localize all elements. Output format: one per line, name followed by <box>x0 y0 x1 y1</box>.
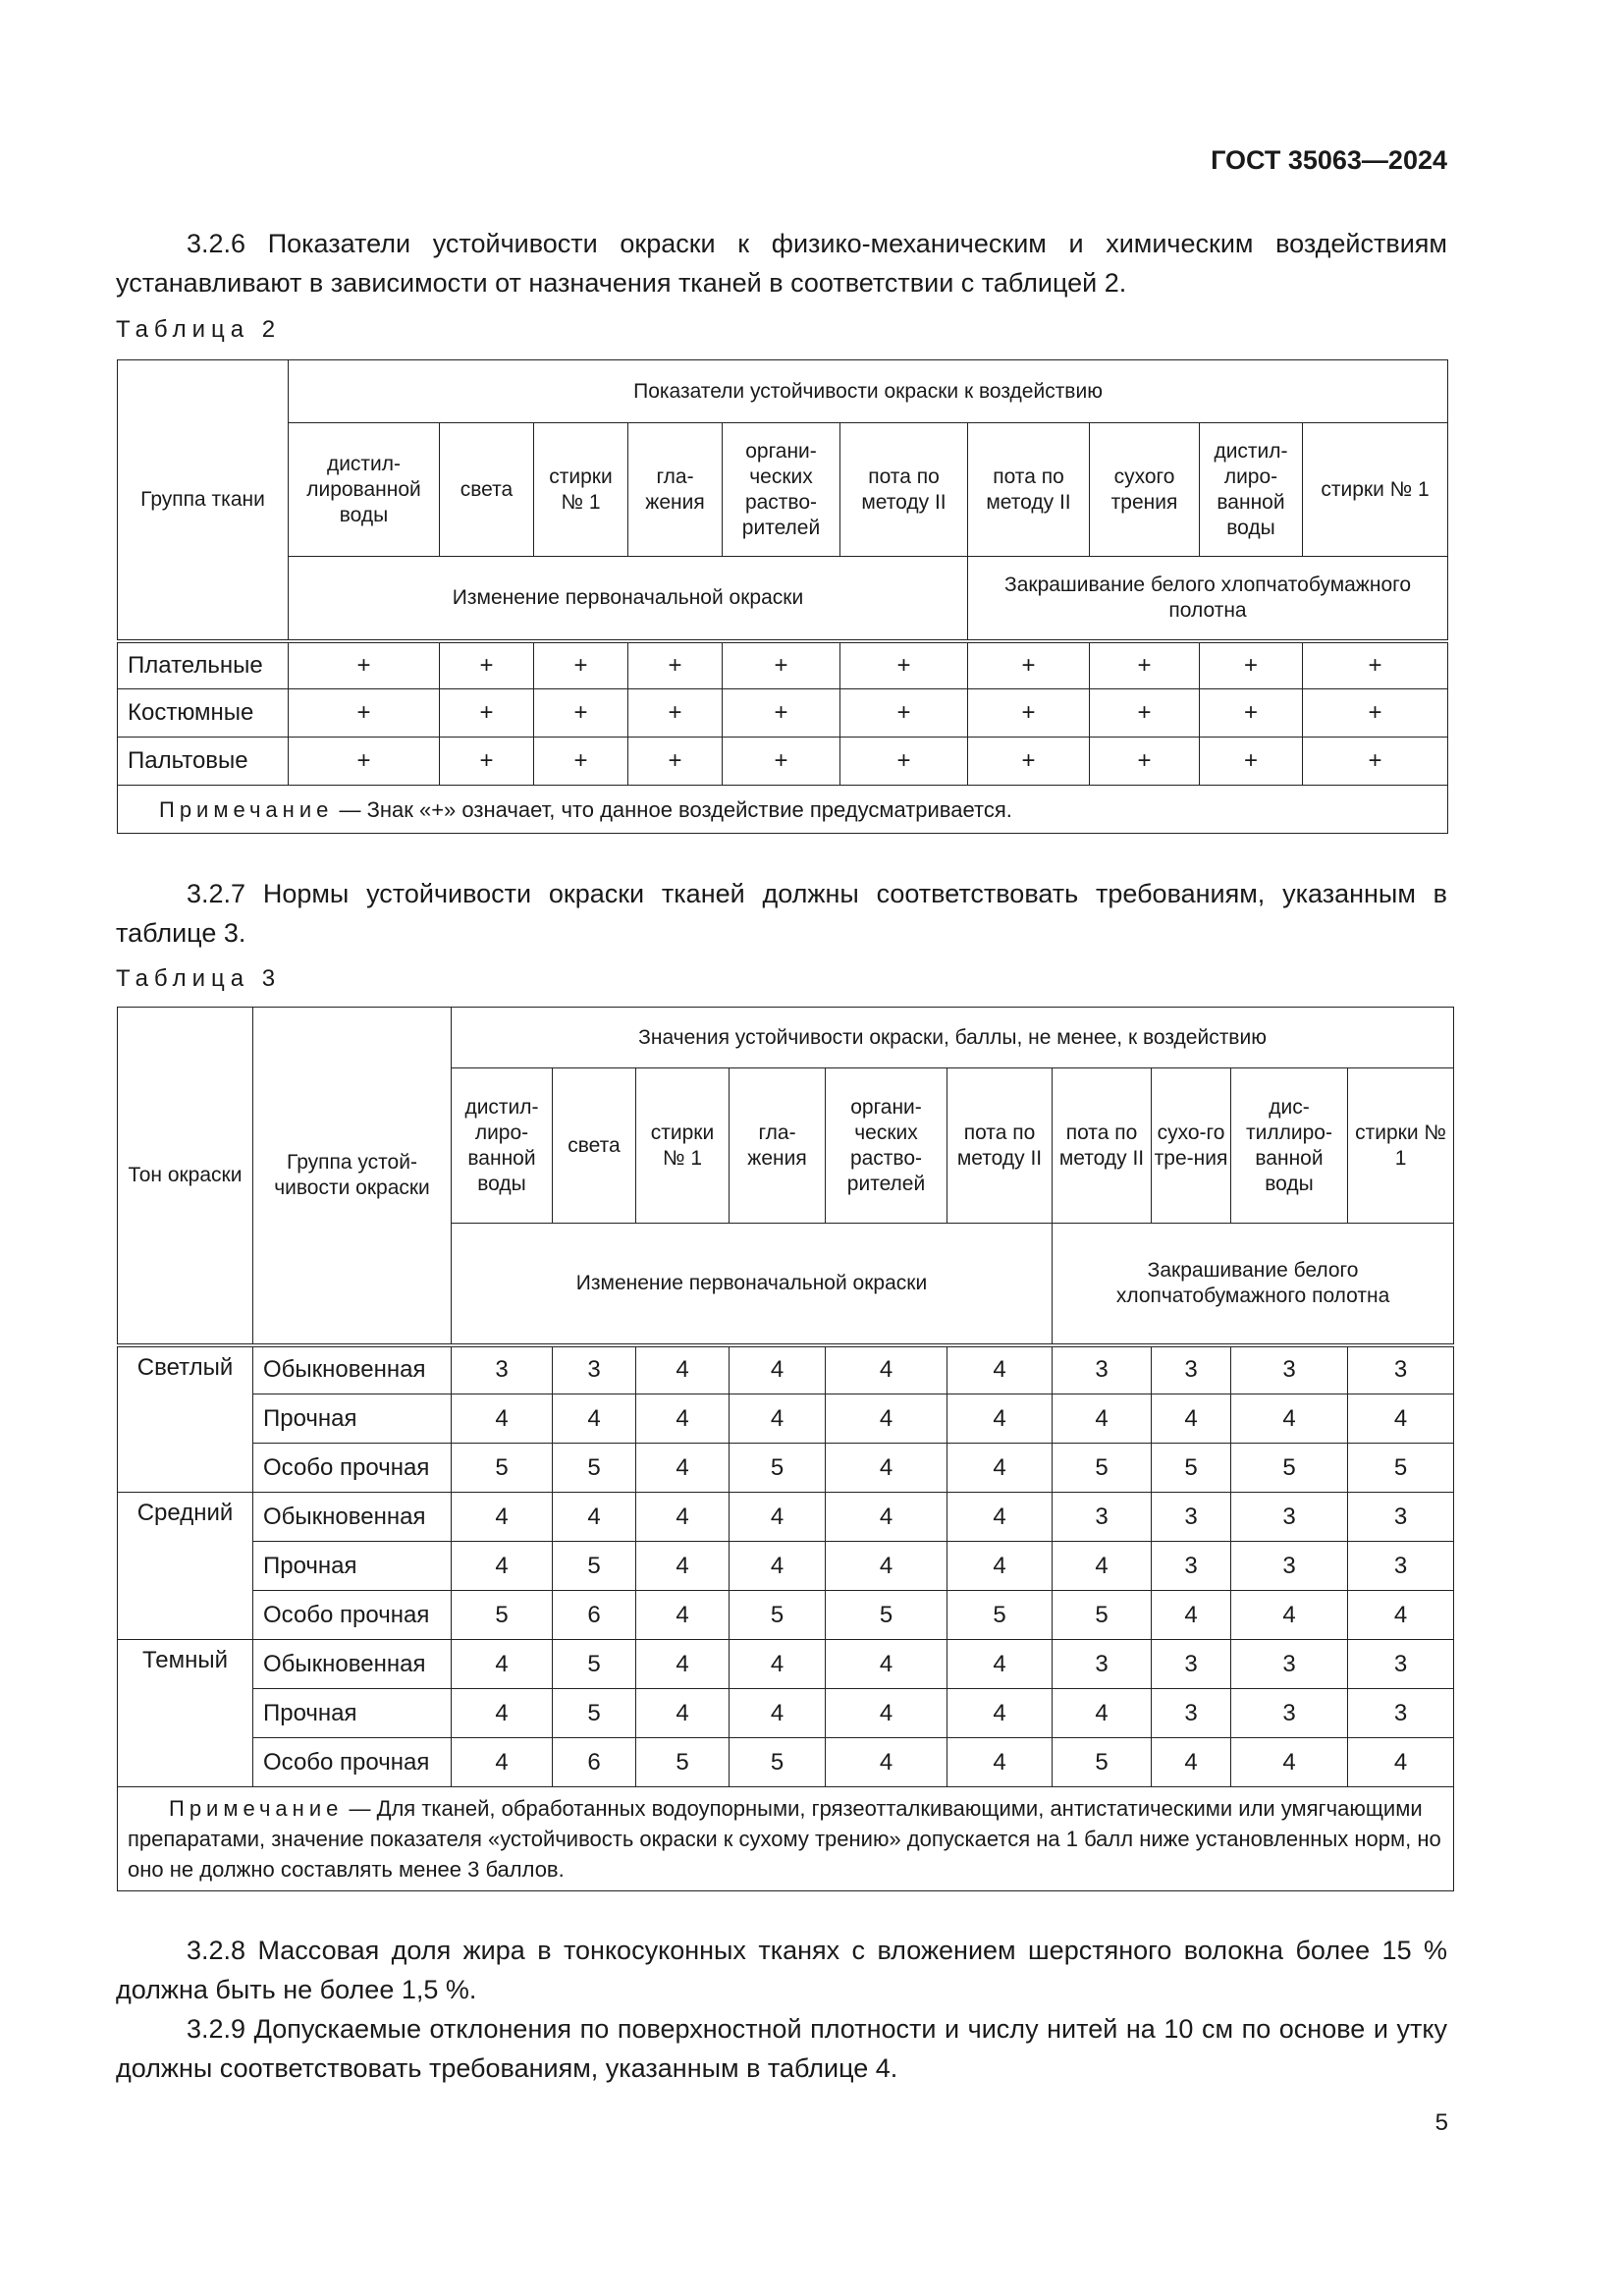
table-cell: 5 <box>452 1591 553 1640</box>
tone-label: Светлый <box>118 1345 253 1493</box>
table-row <box>118 1738 1454 1787</box>
table-cell: 3 <box>1152 1640 1231 1689</box>
table-cell: 5 <box>553 1689 636 1738</box>
table-cell: + <box>1303 641 1448 689</box>
table-cell: + <box>723 689 840 738</box>
table-2 <box>117 359 1448 834</box>
table-cell: 5 <box>1053 1738 1152 1787</box>
table-cell: 4 <box>452 1689 553 1738</box>
table-cell: 5 <box>1152 1444 1231 1493</box>
table-cell: 3 <box>1348 1493 1454 1542</box>
table-cell: 4 <box>636 1394 730 1444</box>
table-row <box>118 1689 1454 1738</box>
table-cell: + <box>628 689 723 738</box>
table-row <box>118 1640 1454 1689</box>
table-cell: 5 <box>1348 1444 1454 1493</box>
table-cell: 5 <box>1231 1444 1348 1493</box>
table-3-column-header: гла-жения <box>730 1068 826 1224</box>
note-body <box>128 1796 1441 1882</box>
table-cell: 4 <box>730 1542 826 1591</box>
row-label: Прочная <box>253 1689 452 1738</box>
table-cell: + <box>534 738 628 786</box>
table-row <box>118 1591 1454 1640</box>
table-cell: 3 <box>1152 1493 1231 1542</box>
table-cell: 4 <box>947 1345 1053 1394</box>
table-cell: 4 <box>947 1394 1053 1444</box>
table-cell: 4 <box>1053 1689 1152 1738</box>
table-cell: 5 <box>947 1591 1053 1640</box>
table-cell: 4 <box>826 1542 947 1591</box>
table-3-column-header: дис-тиллиро-ванной воды <box>1231 1068 1348 1224</box>
table-cell: + <box>1090 689 1200 738</box>
table-cell: 4 <box>826 1394 947 1444</box>
table-cell: + <box>1200 641 1303 689</box>
table-cell: 4 <box>452 1493 553 1542</box>
table-3-stain-group: Закрашивание белого хлопчатобумажного полотна <box>1053 1224 1454 1345</box>
table-cell: 3 <box>1348 1640 1454 1689</box>
table-cell: 4 <box>1053 1394 1152 1444</box>
table-cell: 4 <box>452 1394 553 1444</box>
table-cell: 4 <box>1348 1394 1454 1444</box>
table-cell: + <box>440 641 534 689</box>
table-cell: 4 <box>947 1493 1053 1542</box>
table-cell: 3 <box>1348 1345 1454 1394</box>
note-label: Примечание <box>159 796 334 822</box>
table-cell: 5 <box>636 1738 730 1787</box>
table-cell: 3 <box>1231 1493 1348 1542</box>
table-3-column-header: пота по методу II <box>947 1068 1053 1224</box>
table-2-column-header: пота по методу II <box>840 423 968 557</box>
table-3-top-header: Значения устойчивости окраски, баллы, не менее, к воздействию <box>452 1008 1454 1068</box>
table-cell: 4 <box>826 1345 947 1394</box>
table-cell: 5 <box>1053 1444 1152 1493</box>
table-cell: 4 <box>452 1738 553 1787</box>
note-text: — Знак «+» означает, что данное воздействие предусматривается. <box>333 796 1012 822</box>
table-cell: 4 <box>636 1640 730 1689</box>
table-3-note <box>118 1787 1454 1891</box>
table-2-column-header: гла-жения <box>628 423 723 557</box>
table-2-note-row <box>118 786 1448 834</box>
table-cell: 5 <box>553 1444 636 1493</box>
table-cell: 4 <box>636 1542 730 1591</box>
table-cell: + <box>1090 641 1200 689</box>
table-cell: 3 <box>1231 1542 1348 1591</box>
table-3-header-row <box>118 1008 1454 1068</box>
table-cell: 3 <box>1348 1542 1454 1591</box>
standard-code: ГОСТ 35063—2024 <box>1211 145 1447 175</box>
table-cell: 4 <box>1053 1542 1152 1591</box>
table-cell: 4 <box>1231 1591 1348 1640</box>
table-2-group-header: Группа ткани <box>118 360 289 641</box>
table-row <box>118 1345 1454 1394</box>
table-row <box>118 738 1448 786</box>
table-cell: 3 <box>1348 1689 1454 1738</box>
table-cell: 4 <box>826 1738 947 1787</box>
table-row <box>118 689 1448 738</box>
table-2-column-header: стирки № 1 <box>534 423 628 557</box>
row-label: Костюмные <box>118 689 289 738</box>
table-cell: 4 <box>730 1345 826 1394</box>
row-label: Особо прочная <box>253 1591 452 1640</box>
table-cell: 4 <box>826 1640 947 1689</box>
row-label: Пальтовые <box>118 738 289 786</box>
table-2-column-header: органи-ческих раство-рителей <box>723 423 840 557</box>
table-cell: + <box>840 738 968 786</box>
table-3-tone-header: Тон окраски <box>118 1008 253 1345</box>
table-cell: 4 <box>1152 1591 1231 1640</box>
note-label: Примечание <box>169 1796 344 1821</box>
table-2-column-header: пота по методу II <box>968 423 1090 557</box>
table-2-column-header: стирки № 1 <box>1303 423 1448 557</box>
table-cell: 5 <box>553 1542 636 1591</box>
table-2-stain-group: Закрашивание белого хлопчатобумажного полотна <box>968 557 1448 641</box>
table-row <box>118 1444 1454 1493</box>
table-cell: 4 <box>553 1394 636 1444</box>
table-cell: + <box>723 641 840 689</box>
table-cell: 6 <box>553 1738 636 1787</box>
table-cell: + <box>289 738 440 786</box>
table-cell: + <box>289 641 440 689</box>
table-cell: 4 <box>826 1689 947 1738</box>
tone-label: Средний <box>118 1493 253 1640</box>
table-cell: 5 <box>452 1444 553 1493</box>
table-cell: 3 <box>1152 1542 1231 1591</box>
table-3-column-header: органи-ческих раство-рителей <box>826 1068 947 1224</box>
table-2-column-header: сухого трения <box>1090 423 1200 557</box>
table-3-column-header: дистил-лиро-ванной воды <box>452 1068 553 1224</box>
table-row <box>118 1493 1454 1542</box>
table-cell: + <box>628 738 723 786</box>
table-cell: 3 <box>452 1345 553 1394</box>
table-cell: 4 <box>947 1640 1053 1689</box>
table-cell: + <box>534 641 628 689</box>
table-cell: + <box>840 689 968 738</box>
table-2-columns-row <box>118 423 1448 557</box>
table-2-top-header: Показатели устойчивости окраски к воздействию <box>289 360 1448 423</box>
table-cell: 4 <box>1231 1394 1348 1444</box>
table-2-column-header: света <box>440 423 534 557</box>
table-cell: 4 <box>1348 1738 1454 1787</box>
table-row <box>118 1394 1454 1444</box>
table-cell: 4 <box>947 1444 1053 1493</box>
row-label: Обыкновенная <box>253 1640 452 1689</box>
table-2-note <box>118 786 1448 834</box>
table-cell: 4 <box>730 1689 826 1738</box>
table-cell: 5 <box>826 1591 947 1640</box>
table-cell: 3 <box>1231 1345 1348 1394</box>
table-cell: 5 <box>730 1738 826 1787</box>
row-label: Плательные <box>118 641 289 689</box>
table-cell: + <box>440 738 534 786</box>
note-text: — Для тканей, обработанных водоупорными, грязеотталкивающими, антистатическими или умягчающими препаратами, значение показателя «устойчивость окраски к сухому трению» допускается на 1 балл ниже установленных норм, но оно не должно составлять менее 3 баллов. <box>128 1796 1441 1882</box>
table-cell: 5 <box>553 1640 636 1689</box>
table-cell: 4 <box>826 1493 947 1542</box>
table-cell: + <box>968 689 1090 738</box>
table-cell: 4 <box>730 1394 826 1444</box>
row-label: Прочная <box>253 1542 452 1591</box>
table-cell: + <box>1200 738 1303 786</box>
table-cell: 4 <box>636 1591 730 1640</box>
table-cell: 3 <box>1053 1493 1152 1542</box>
table-cell: + <box>534 689 628 738</box>
table-cell: 4 <box>730 1493 826 1542</box>
table-3-note-row <box>118 1787 1454 1891</box>
paragraph-3-2-7: 3.2.7 Нормы устойчивости окраски тканей должны соответствовать требованиям, указанным в таблице 3. <box>116 879 1447 948</box>
table-3-change-group: Изменение первоначальной окраски <box>452 1224 1053 1345</box>
table-cell: + <box>723 738 840 786</box>
table-cell: 5 <box>730 1444 826 1493</box>
table-cell: 4 <box>1231 1738 1348 1787</box>
table-cell: 4 <box>636 1689 730 1738</box>
row-label: Прочная <box>253 1394 452 1444</box>
table-cell: 3 <box>1053 1345 1152 1394</box>
table-cell: 4 <box>730 1640 826 1689</box>
table-cell: 4 <box>452 1542 553 1591</box>
table-cell: + <box>968 738 1090 786</box>
table-2-groups-row <box>118 557 1448 641</box>
table-cell: 4 <box>1152 1738 1231 1787</box>
table-cell: 4 <box>636 1345 730 1394</box>
paragraph-3-2-9: 3.2.9 Допускаемые отклонения по поверхностной плотности и числу нитей на 10 см по основе и утку должны соответствовать требованиям, указанным в таблице 4. <box>116 2014 1447 2083</box>
table-cell: + <box>1200 689 1303 738</box>
table-cell: 3 <box>1231 1689 1348 1738</box>
table-cell: + <box>1303 689 1448 738</box>
paragraph-3-2-8: 3.2.8 Массовая доля жира в тонкосуконных тканях с вложением шерстяного волокна более 15 % должна быть не более 1,5 %. <box>116 1936 1447 2004</box>
table-cell: + <box>628 641 723 689</box>
table-3-column-header: пота по методу II <box>1053 1068 1152 1224</box>
table-3-column-header: стирки № 1 <box>636 1068 730 1224</box>
table-cell: 4 <box>452 1640 553 1689</box>
table-3-column-header: стирки № 1 <box>1348 1068 1454 1224</box>
row-label: Особо прочная <box>253 1444 452 1493</box>
table-cell: 6 <box>553 1591 636 1640</box>
table-2-column-header: дистил-лированной воды <box>289 423 440 557</box>
table-cell: 3 <box>1231 1640 1348 1689</box>
table-cell: 4 <box>636 1493 730 1542</box>
table-3-column-header: сухо-го тре-ния <box>1152 1068 1231 1224</box>
table-3 <box>117 1007 1454 1891</box>
table-3-group-header: Группа устой-чивости окраски <box>253 1008 452 1345</box>
row-label: Особо прочная <box>253 1738 452 1787</box>
tone-label: Темный <box>118 1640 253 1787</box>
table-cell: 3 <box>553 1345 636 1394</box>
paragraph-3-2-6: 3.2.6 Показатели устойчивости окраски к физико-механическим и химическим воздействиям устанавливают в зависимости от назначения тканей в соответствии с таблицей 2. <box>116 229 1447 298</box>
row-label: Обыкновенная <box>253 1493 452 1542</box>
table-cell: + <box>289 689 440 738</box>
table-cell: + <box>1090 738 1200 786</box>
table-3-column-header: света <box>553 1068 636 1224</box>
table-cell: 4 <box>1152 1394 1231 1444</box>
table-row <box>118 641 1448 689</box>
table-cell: 5 <box>1053 1591 1152 1640</box>
table-cell: 4 <box>947 1689 1053 1738</box>
table-cell: + <box>968 641 1090 689</box>
table-2-header-row <box>118 360 1448 423</box>
table-2-column-header: дистил-лиро-ванной воды <box>1200 423 1303 557</box>
table-cell: 3 <box>1152 1689 1231 1738</box>
table-cell: 3 <box>1053 1640 1152 1689</box>
table-cell: 4 <box>1348 1591 1454 1640</box>
table-cell: 4 <box>636 1444 730 1493</box>
table-cell: + <box>440 689 534 738</box>
table-row <box>118 1542 1454 1591</box>
table-cell: 3 <box>1152 1345 1231 1394</box>
table-cell: + <box>840 641 968 689</box>
table-2-caption: Таблица 2 <box>116 316 282 343</box>
table-cell: 4 <box>947 1542 1053 1591</box>
table-cell: + <box>1303 738 1448 786</box>
row-label: Обыкновенная <box>253 1345 452 1394</box>
table-cell: 4 <box>947 1738 1053 1787</box>
table-3-caption: Таблица 3 <box>116 965 282 992</box>
page-number: 5 <box>1434 2109 1448 2136</box>
table-2-change-group: Изменение первоначальной окраски <box>289 557 968 641</box>
table-cell: 4 <box>553 1493 636 1542</box>
table-cell: 5 <box>730 1591 826 1640</box>
table-cell: 4 <box>826 1444 947 1493</box>
